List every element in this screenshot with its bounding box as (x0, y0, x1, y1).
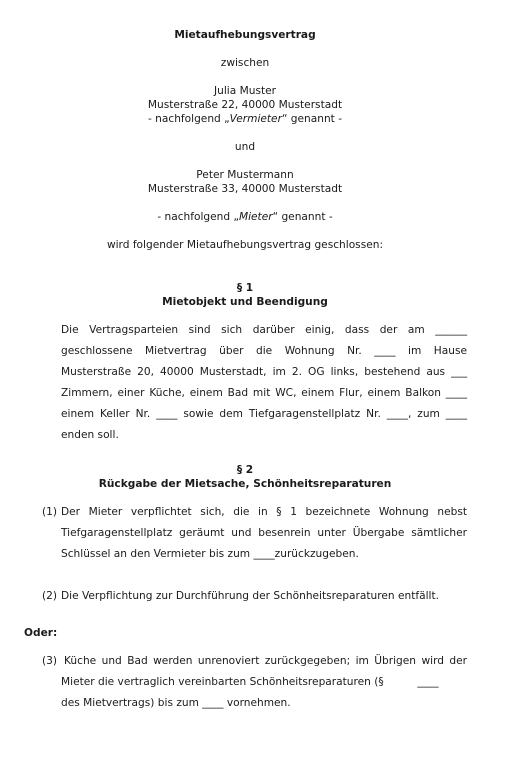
section1-line: Die Vertragsparteien sind sich darüber einig, dass der am ______ (61, 324, 467, 336)
tenant-role-word: Mieter (238, 211, 273, 223)
landlord-address: Musterstraße 22, 40000 Musterstadt (147, 99, 343, 111)
document-title: Mietaufhebungsvertrag (174, 29, 316, 41)
section1-line: Musterstraße 20, 40000 Musterstadt, im 2. OG links, bestehend aus ___ (61, 366, 467, 378)
tenant-address: Musterstraße 33, 40000 Musterstadt (147, 183, 343, 195)
item1-line: Der Mieter verpflichtet sich, die in § 1 bezeichnete Wohnung nebst (61, 506, 467, 518)
intro-text: wird folgender Mietaufhebungsvertrag geschlossen: (106, 239, 384, 251)
item3-line: des Mietvertrags) bis zum ____ vornehmen. (61, 697, 291, 709)
section1-line: Zimmern, einer Küche, einem Bad mit WC, einem Flur, einem Balkon ____ (61, 387, 467, 399)
item2-text: Die Verpflichtung zur Durchführung der Schönheitsreparaturen entfällt. (61, 590, 439, 602)
tenant-role-post: “ genannt - (272, 211, 333, 223)
item3-line: Küche und Bad werden unrenoviert zurückgegeben; im Übrigen wird der (64, 655, 467, 667)
landlord-role-word: Vermieter (229, 113, 282, 125)
oder-label: Oder: (24, 627, 58, 639)
tenant-name: Peter Mustermann (196, 169, 294, 181)
item1-number: (1) (42, 506, 58, 518)
section1-number: § 1 (236, 282, 254, 294)
landlord-role-pre: - nachfolgend „ (147, 113, 230, 125)
between-label: zwischen (220, 57, 270, 69)
landlord-name: Julia Muster (214, 85, 276, 97)
section2-number: § 2 (236, 464, 254, 476)
item2-number: (2) (42, 590, 58, 602)
item1-line: Schlüssel an den Vermieter bis zum ____zurückzugeben. (61, 548, 359, 560)
landlord-role (0, 113, 490, 125)
section1-line: einem Keller Nr. ____ sowie dem Tiefgaragenstellplatz Nr. ____, zum ____ (61, 408, 467, 420)
section1-line: geschlossene Mietvertrag über die Wohnung Nr. ____ im Hause (61, 345, 467, 357)
section2-heading: Rückgabe der Mietsache, Schönheitsreparaturen (98, 478, 392, 490)
section1-heading: Mietobjekt und Beendigung (162, 296, 328, 308)
item3-line: Mieter die vertraglich vereinbarten Schönheitsreparaturen (§ ____ (61, 676, 439, 688)
landlord-role-post: “ genannt - (281, 113, 343, 125)
section1-line: enden soll. (61, 429, 119, 441)
and-label: und (234, 141, 256, 153)
item1-line: Tiefgaragenstellplatz geräumt und besenrein unter Übergabe sämtlicher (61, 527, 467, 539)
tenant-role-pre: - nachfolgend „ (157, 211, 239, 223)
item3-number: (3) (42, 655, 58, 667)
tenant-role (0, 211, 490, 223)
